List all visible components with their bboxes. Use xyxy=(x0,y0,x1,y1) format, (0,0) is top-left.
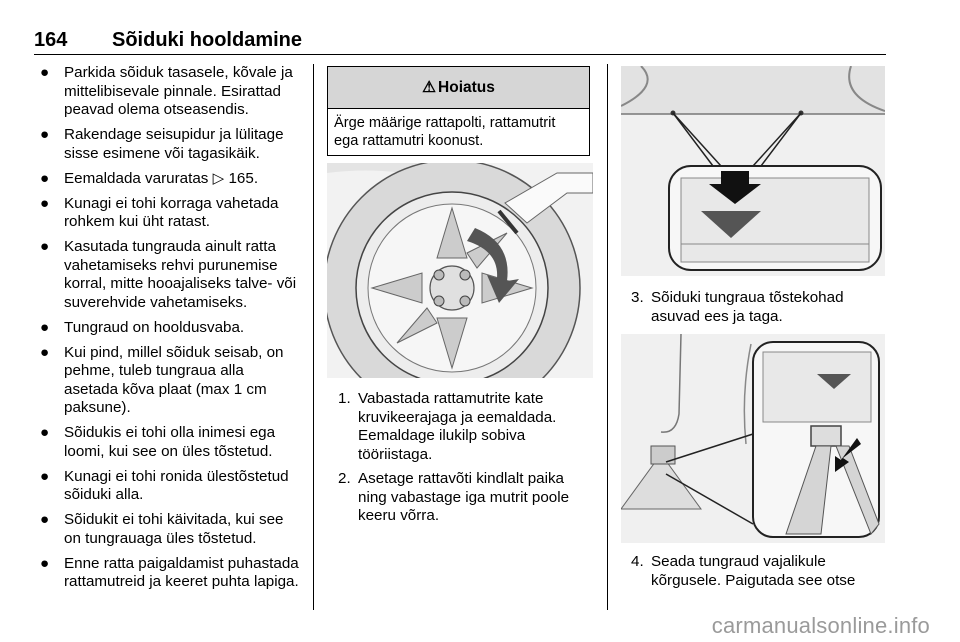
list-item xyxy=(338,470,588,526)
bullet-icon: ● xyxy=(40,126,50,143)
bullet-icon: ● xyxy=(40,169,50,187)
column-divider xyxy=(313,64,314,610)
chapter-title: Sõiduki hooldamine xyxy=(112,29,303,51)
jacking-point-drawing xyxy=(621,66,885,276)
step-number: 2. xyxy=(338,470,351,487)
jacking-point-illustration xyxy=(621,66,885,276)
steps-list-right-top xyxy=(631,289,881,332)
steps-list-middle xyxy=(338,390,588,532)
step-number: 1. xyxy=(338,390,351,407)
bullet-icon: ● xyxy=(40,467,50,485)
list-item: ● Tungraud on hooldusvaba. xyxy=(40,318,245,336)
wheel-cover-drawing xyxy=(327,163,593,378)
bullet-icon: ● xyxy=(40,238,50,255)
cross-reference-link[interactable]: Eemaldada varuratas ▷ 165. xyxy=(64,169,259,187)
bullet-column xyxy=(40,64,302,598)
list-item: ● Kasutada tungrauda ainult ratta vahetamiseks rehvi purunemise korral, mitte hooajaliseks talve- või suverehvide vahetamiseks. xyxy=(40,238,297,311)
watermark: carmanualsonline.info xyxy=(711,613,930,638)
bullet-icon: ● xyxy=(40,318,50,336)
list-item: ● Sõidukit ei tohi käivitada, kui see on tungrauaga üles tõstetud. xyxy=(40,511,284,547)
warning-icon: ⚠ xyxy=(422,79,437,96)
list-item: ● Kui pind, millel sõiduk seisab, on pehme, tuleb tungraua alla asetada kõva plaat (max 1 cm paksune). xyxy=(40,343,284,416)
column-divider xyxy=(607,64,608,610)
page-header xyxy=(34,29,886,55)
bullet-icon: ● xyxy=(40,424,50,441)
list-item: ● Kunagi ei tohi korraga vahetada rohkem kui üht ratast. xyxy=(40,194,279,230)
bullet-icon: ● xyxy=(40,554,50,572)
bullet-icon: ● xyxy=(40,194,50,212)
jack-placement-illustration xyxy=(621,334,885,543)
list-item: ● Parkida sõiduk tasasele, kõvale ja mittelibisevale pinnale. Esirattad peavad olema otseasendis. xyxy=(40,64,293,118)
warning-title: Hoiatus xyxy=(438,78,495,96)
list-item xyxy=(40,170,302,189)
list-item: ● Enne ratta paigaldamist puhastada rattamutreid ja keeret puhta lapiga. xyxy=(40,554,299,590)
page-number: 164 xyxy=(34,29,68,51)
warning-header xyxy=(328,67,589,109)
step-text: Seada tungraud vajalikule kõrgusele. Paigutada see otse xyxy=(651,553,856,589)
wheel-cover-illustration xyxy=(327,163,593,378)
list-item xyxy=(631,289,881,326)
step-text: Sõiduki tungraua tõstekohad asuvad ees ja taga. xyxy=(651,289,844,325)
steps-list-right-bottom xyxy=(631,553,881,596)
step-number: 3. xyxy=(631,289,644,306)
warning-box xyxy=(327,66,590,156)
bullet-icon: ● xyxy=(40,64,50,81)
step-number: 4. xyxy=(631,553,644,570)
list-item: ● Kunagi ei tohi ronida ülestõstetud sõiduki alla. xyxy=(40,467,289,503)
jack-placement-drawing xyxy=(621,334,885,543)
bullet-icon: ● xyxy=(40,343,50,361)
list-item xyxy=(631,553,881,590)
list-item xyxy=(338,390,588,464)
bullet-icon: ● xyxy=(40,511,50,528)
list-item: ● Rakendage seisupidur ja lülitage sisse esimene või tagasikäik. xyxy=(40,126,284,162)
step-text: Asetage rattavõti kindlalt paika ning vabastage iga mutrit poole keeru võrra. xyxy=(358,470,570,524)
bullet-list xyxy=(40,64,302,592)
warning-text: Ärge määrige rattapolti, rattamutrit ega rattamutri koonust. xyxy=(334,115,556,149)
step-text: Vabastada rattamutrite kate kruvikeerajaga ja eemaldada. Eemaldage ilukilp sobiva tööriistaga. xyxy=(358,390,557,463)
list-item: ● Sõidukis ei tohi olla inimesi ega loomi, kui see on üles tõstetud. xyxy=(40,424,276,460)
